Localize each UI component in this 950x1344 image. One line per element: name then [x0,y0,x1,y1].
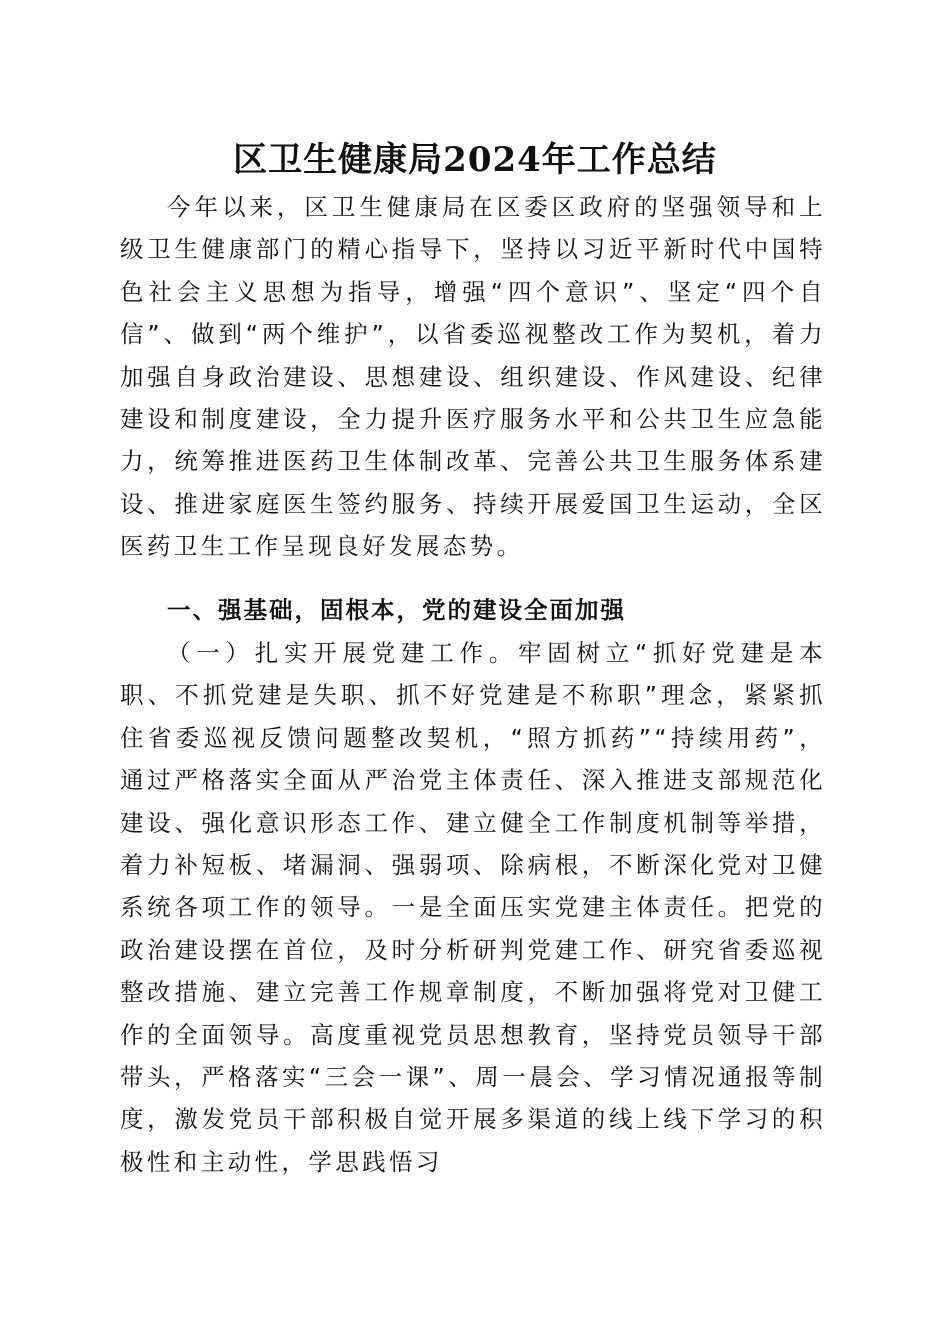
section-heading: 一、强基础，固根本，党的建设全面加强 [167,596,626,624]
intro-paragraph: 今年以来，区卫生健康局在区委区政府的坚强领导和上级卫生健康部门的精心指导下，坚持以习近平新时代中国特色社会主义思想为指导，增强“四个意识”、坚定“四个自信”、做到“两个维护”，以省委巡视整改工作为契机，着力加强自身政治建设、思想建设、组织建设、作风建设、纪律建设和制度建设，全力提升医疗服务水平和公共卫生应急能力，统筹推进医药卫生体制改革、完善公共卫生服务体系建设、推进家庭医生签约服务、持续开展爱国卫生运动，全区医药卫生工作呈现良好发展态势。 [120,193,826,561]
document-title: 区卫生健康局2024年工作总结 [233,140,717,180]
section-paragraph: （一）扎实开展党建工作。牢固树立“抓好党建是本职、不抓党建是失职、抓不好党建是不称职”理念，紧紧抓住省委巡视反馈问题整改契机，“照方抓药”“持续用药”，通过严格落实全面从严治党主体责任、深入推进支部规范化建设、强化意识形态工作、建立健全工作制度机制等举措，着力补短板、堵漏洞、强弱项、除病根，不断深化党对卫健系统各项工作的领导。一是全面压实党建主体责任。把党的政治建设摆在首位，及时分析研判党建工作、研究省委巡视整改措施、建立完善工作规章制度，不断加强将党对卫健工作的全面领导。高度重视党员思想教育，坚持党员领导干部带头，严格落实“三会一课”、周一晨会、学习情况通报等制度，激发党员干部积极自觉开展多渠道的线上线下学习的积极性和主动性，学思践悟习 [120,639,826,1176]
